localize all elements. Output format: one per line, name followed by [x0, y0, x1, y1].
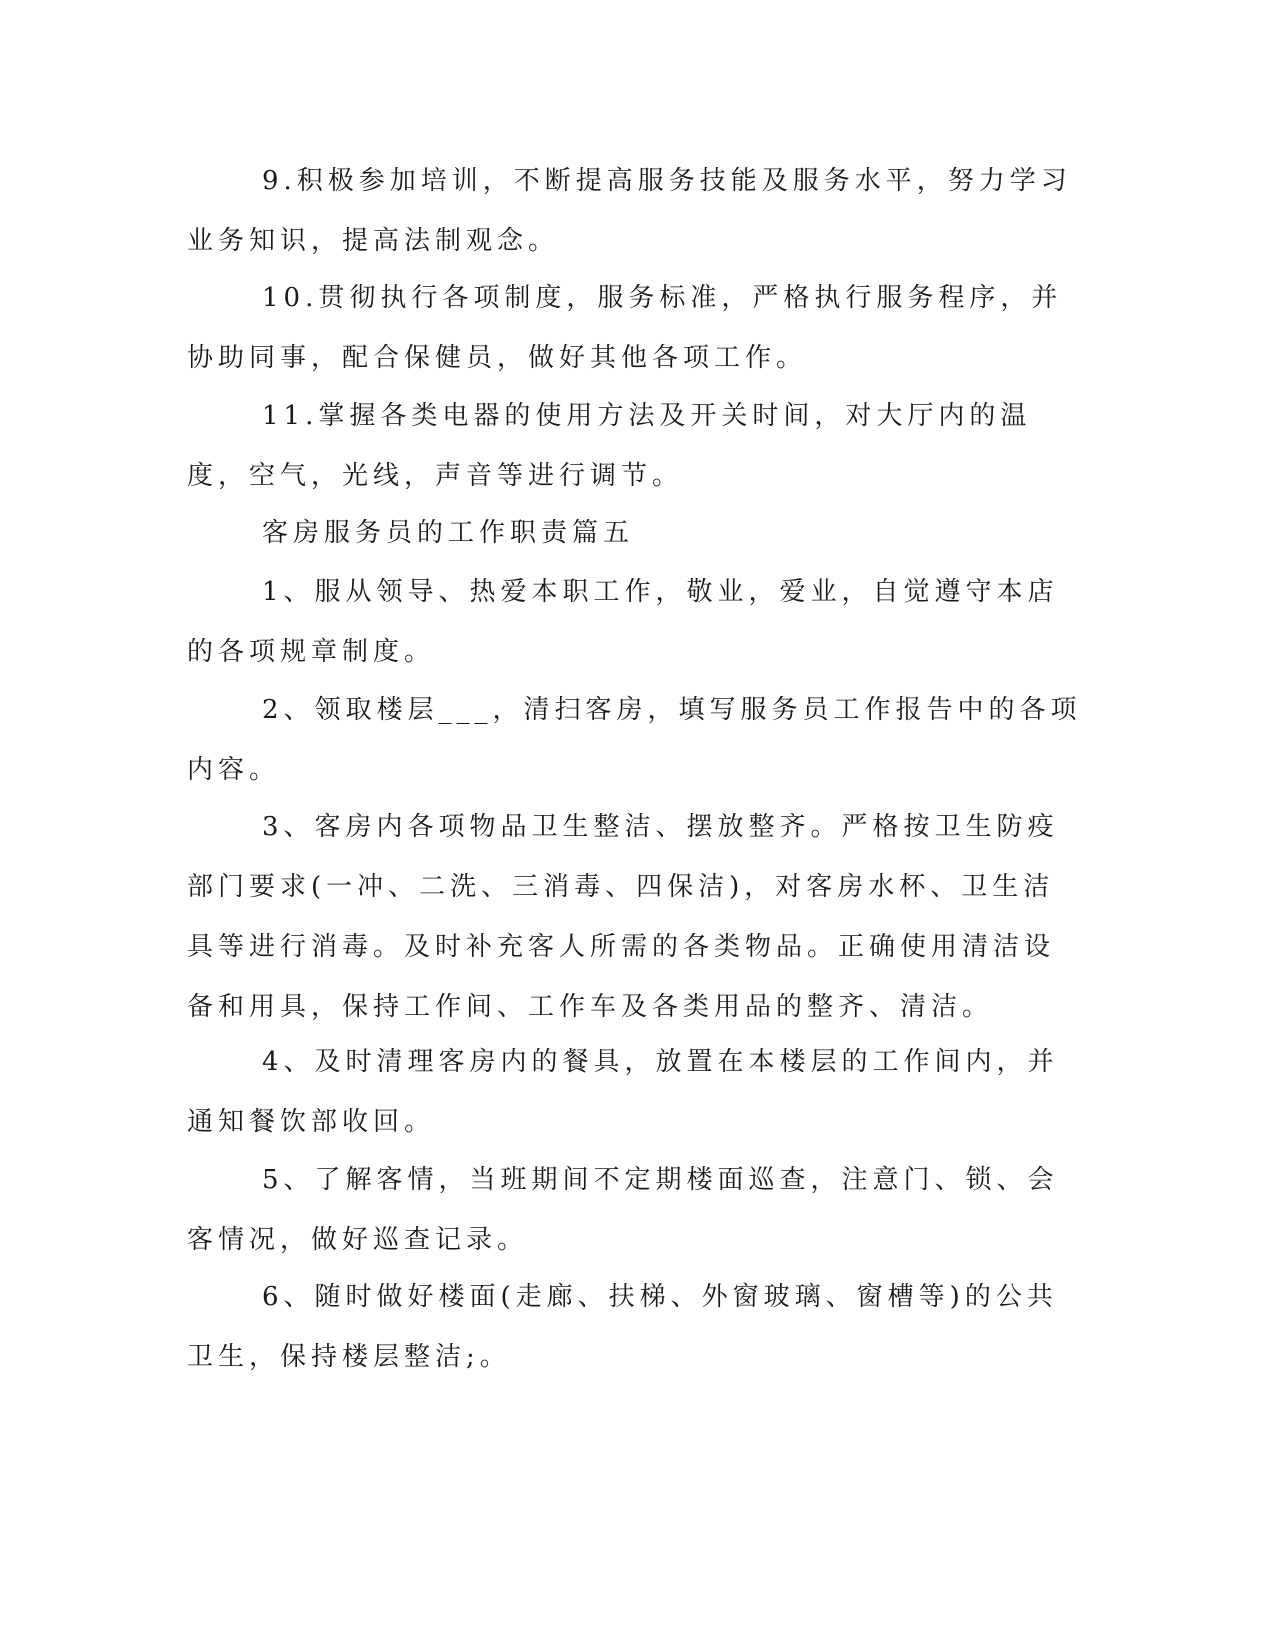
duty-item-6: 6、随时做好楼面(走廊、扶梯、外窗玻璃、窗槽等)的公共卫生，保持楼层整洁;。	[187, 1282, 1058, 1372]
duty-item-1: 1、服从领导、热爱本职工作，敬业，爱业，自觉遵守本店的各项规章制度。	[187, 577, 1059, 667]
paragraph-item-9: 9.积极参加培训，不断提高服务技能及服务水平，努力学习业务知识，提高法制观念。	[187, 166, 1072, 256]
paragraph-item-10: 10.贯彻执行各项制度，服务标准，严格执行服务程序，并协助同事，配合保健员，做好其他各项工作。	[187, 283, 1063, 373]
section-heading: 客房服务员的工作职责篇五	[262, 518, 635, 548]
paragraph-item-11: 11.掌握各类电器的使用方法及开关时间，对大厅内的温度，空气，光线，声音等进行调节。	[187, 401, 1032, 491]
duty-item-3: 3、客房内各项物品卫生整洁、摆放整齐。严格按卫生防疫部门要求(一冲、二洗、三消毒、四保洁)，对客房水杯、卫生洁具等进行消毒。及时补充客人所需的各类物品。正确使用清洁设备和用具，保持工作间、工作车及各类用品的整齐、清洁。	[187, 812, 1059, 1022]
duty-item-5: 5、了解客情，当班期间不定期楼面巡查，注意门、锁、会客情况，做好巡查记录。	[187, 1165, 1059, 1255]
duty-item-2: 2、领取楼层___，清扫客房，填写服务员工作报告中的各项内容。	[187, 695, 1082, 785]
duty-item-4: 4、及时清理客房内的餐具，放置在本楼层的工作间内，并通知餐饮部收回。	[187, 1047, 1059, 1137]
